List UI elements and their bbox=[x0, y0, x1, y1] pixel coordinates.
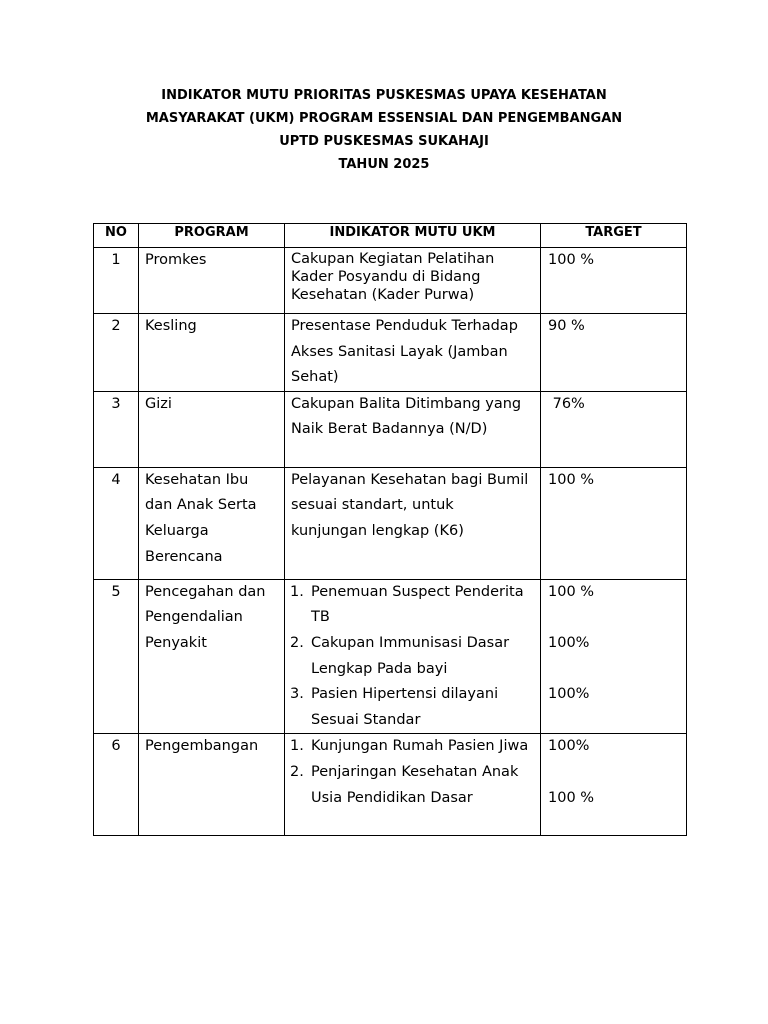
row-target: 100 % bbox=[541, 467, 687, 579]
table-row bbox=[94, 467, 687, 579]
row-no: 6 bbox=[94, 734, 139, 836]
row-program: Kesehatan Ibu dan Anak Serta Keluarga Berencana bbox=[139, 467, 285, 579]
header-indikator: INDIKATOR MUTU UKM bbox=[285, 224, 541, 248]
row-program: Pengembangan bbox=[139, 734, 285, 836]
indikator-list bbox=[290, 580, 534, 734]
title-line-1: INDIKATOR MUTU PRIORITAS PUSKESMAS UPAYA KESEHATAN bbox=[161, 88, 607, 103]
table-row bbox=[94, 314, 687, 392]
row-indikator bbox=[285, 579, 541, 734]
target-item: 100% bbox=[548, 634, 590, 651]
target-item: 100% bbox=[548, 738, 590, 755]
row-indikator: Pelayanan Kesehatan bagi Bumil sesuai standart, untuk kunjungan lengkap (K6) bbox=[285, 467, 541, 579]
header-no: NO bbox=[94, 224, 139, 248]
row-no: 4 bbox=[94, 467, 139, 579]
list-item bbox=[290, 580, 534, 631]
indikator-list bbox=[290, 734, 534, 811]
list-item-text: Pasien Hipertensi dilayani Sesuai Standar bbox=[311, 686, 499, 728]
row-no: 3 bbox=[94, 391, 139, 467]
row-target: 100 % bbox=[541, 248, 687, 314]
list-item bbox=[290, 682, 534, 733]
header-target: TARGET bbox=[541, 224, 687, 248]
row-no: 2 bbox=[94, 314, 139, 392]
row-target bbox=[541, 579, 687, 734]
list-marker: 3. bbox=[290, 686, 304, 703]
row-indikator: Presentase Penduduk Terhadap Akses Sanitasi Layak (Jamban Sehat) bbox=[285, 314, 541, 392]
list-item bbox=[290, 631, 534, 682]
row-program: Promkes bbox=[139, 248, 285, 314]
table-row bbox=[94, 391, 687, 467]
row-no: 5 bbox=[94, 579, 139, 734]
list-marker: 2. bbox=[290, 634, 304, 651]
list-marker: 1. bbox=[290, 583, 304, 600]
list-item-text: Kunjungan Rumah Pasien Jiwa bbox=[311, 738, 529, 755]
list-item-text: Penjaringan Kesehatan Anak Usia Pendidikan Dasar bbox=[311, 763, 519, 806]
table-row bbox=[94, 248, 687, 314]
row-program: Gizi bbox=[139, 391, 285, 467]
title-line-2: MASYARAKAT (UKM) PROGRAM ESSENSIAL DAN PENGEMBANGAN bbox=[145, 111, 623, 126]
row-target: 90 % bbox=[541, 314, 687, 392]
row-indikator: Cakupan Kegiatan Pelatihan Kader Posyandu di Bidang Kesehatan (Kader Purwa) bbox=[285, 248, 541, 314]
target-item: 100% bbox=[548, 686, 590, 703]
table-row bbox=[94, 579, 687, 734]
list-marker: 2. bbox=[290, 763, 304, 780]
title-line-4: TAHUN 2025 bbox=[338, 157, 430, 172]
target-item: 100 % bbox=[548, 583, 595, 600]
list-marker: 1. bbox=[290, 738, 304, 755]
row-target bbox=[541, 734, 687, 836]
header-program: PROGRAM bbox=[139, 224, 285, 248]
list-item-text: Cakupan Immunisasi Dasar Lengkap Pada bayi bbox=[311, 634, 510, 677]
target-item: 100 % bbox=[548, 789, 595, 806]
row-target: 76% bbox=[541, 391, 687, 467]
row-indikator bbox=[285, 734, 541, 836]
row-program: Kesling bbox=[139, 314, 285, 392]
list-item-text: Penemuan Suspect Penderita TB bbox=[311, 583, 524, 626]
table-header-row bbox=[94, 224, 687, 248]
row-program: Pencegahan dan Pengendalian Penyakit bbox=[139, 579, 285, 734]
document-title bbox=[0, 84, 768, 176]
row-indikator: Cakupan Balita Ditimbang yang Naik Berat Badannya (N/D) bbox=[285, 391, 541, 467]
title-line-3: UPTD PUSKESMAS SUKAHAJI bbox=[279, 134, 489, 149]
list-item bbox=[290, 734, 534, 760]
row-no: 1 bbox=[94, 248, 139, 314]
list-item bbox=[290, 760, 534, 811]
indicator-table bbox=[93, 223, 687, 836]
table-row bbox=[94, 734, 687, 836]
